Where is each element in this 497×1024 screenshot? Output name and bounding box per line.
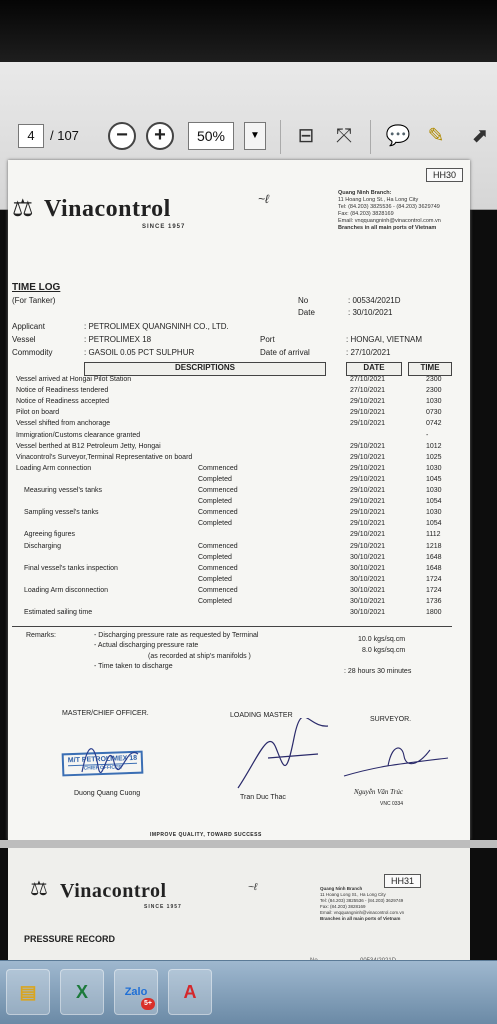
surveyor-title: SURVEYOR. xyxy=(370,716,412,723)
explorer-icon[interactable]: ▤ xyxy=(6,969,50,1015)
row-time: 1724 xyxy=(426,575,442,583)
row-time: 1736 xyxy=(426,598,442,605)
zoom-dropdown-button[interactable] xyxy=(244,122,266,150)
remarks-line-4: - Time taken to discharge xyxy=(94,663,173,670)
row-time: 1030 xyxy=(426,487,442,494)
loading-master-title: LOADING MASTER xyxy=(230,712,293,719)
taskbar xyxy=(0,960,497,1024)
row-time: 1054 xyxy=(426,498,442,506)
page-number-input[interactable]: 4 xyxy=(18,124,44,148)
row-description: Discharging xyxy=(24,542,61,550)
remarks-line-2: - Actual discharging pressure rate xyxy=(94,642,199,649)
zalo-icon[interactable] xyxy=(114,969,158,1015)
row-date: 27/10/2021 xyxy=(350,387,386,395)
remarks-value-2: 8.0 kgs/sq.cm xyxy=(362,647,406,654)
page-gap xyxy=(0,840,497,848)
vinacontrol-logo-icon: ⚖ xyxy=(30,878,48,900)
zalo-label: Zalo xyxy=(124,986,148,998)
date-label: Date xyxy=(298,308,315,317)
surveyor-code: VNC 0334 xyxy=(380,801,404,807)
row-date: 29/10/2021 xyxy=(350,464,386,472)
vinacontrol-logo-icon: ⚖ xyxy=(12,195,34,222)
row-description: Vessel berthed at B12 Petroleum Jetty, Hongai xyxy=(16,442,161,450)
row-date: 29/10/2021 xyxy=(350,409,386,417)
row-date: 30/10/2021 xyxy=(350,553,386,561)
row-time: 1054 xyxy=(426,520,442,528)
branch-info: Quang Ninh Branch: 11 Hoang Long St., Ha Long City Tel: (84.203) 3825536 - (84.203) 3629749 Fax: (84.203) 3828169 Email: vnqquangninh@vinacontrol.com.vn Branches in all main ports of Vietnam xyxy=(338,190,441,231)
document-page-1 xyxy=(8,160,470,840)
row-status: Completed xyxy=(198,498,232,506)
surveyor-name: Nguyễn Văn Trúc xyxy=(354,788,403,796)
zoom-in-button[interactable]: + xyxy=(146,122,174,150)
remarks-label: Remarks: xyxy=(26,632,56,639)
company-since-2: SINCE 1957 xyxy=(144,904,182,910)
doc-code-2: HH31 xyxy=(384,874,421,888)
row-date: 30/10/2021 xyxy=(350,564,386,572)
share-icon[interactable]: ⬈ xyxy=(471,125,489,147)
row-date: 29/10/2021 xyxy=(350,442,386,450)
row-status: Commenced xyxy=(198,542,238,550)
master-title: MASTER/CHIEF OFFICER. xyxy=(62,710,149,717)
row-date: 29/10/2021 xyxy=(350,531,386,539)
row-time: 2300 xyxy=(426,376,442,383)
row-status: Completed xyxy=(198,475,232,483)
zoom-out-button[interactable]: − xyxy=(108,122,136,150)
row-time: 1218 xyxy=(426,542,442,550)
footer-motto: IMPROVE QUALITY, TOWARD SUCCESS xyxy=(150,832,262,838)
excel-icon[interactable]: X xyxy=(60,969,104,1015)
row-time: 1025 xyxy=(426,453,442,461)
no-value: : 00534/2021D xyxy=(348,296,401,305)
row-time: 1648 xyxy=(426,564,442,572)
fit-width-icon[interactable]: ⊟ xyxy=(297,125,315,147)
row-time: 1030 xyxy=(426,464,442,472)
toolbar-divider xyxy=(370,120,371,154)
row-status: Commenced xyxy=(198,509,238,517)
row-status: Completed xyxy=(198,598,232,605)
row-description: Vinacontrol's Surveyor,Terminal Representative on board xyxy=(16,453,193,461)
pressure-record-title: PRESSURE RECORD xyxy=(24,934,116,944)
row-description: Immigration/Customs clearance granted xyxy=(16,431,141,439)
applicant-label: Applicant xyxy=(12,322,45,331)
row-description: Notice of Readiness tendered xyxy=(16,387,109,395)
arrival-value: : 27/10/2021 xyxy=(346,348,391,357)
row-time: 1648 xyxy=(426,553,442,561)
acrobat-icon[interactable]: A xyxy=(168,969,212,1015)
row-date: 30/10/2021 xyxy=(350,609,386,617)
row-time: 1030 xyxy=(426,509,442,517)
row-date: 29/10/2021 xyxy=(350,475,386,483)
row-status: Commenced xyxy=(198,464,238,472)
row-date: 29/10/2021 xyxy=(350,398,386,406)
row-time: 0730 xyxy=(426,409,442,417)
port-value: : HONGAI, VIETNAM xyxy=(346,335,423,344)
no-label: No xyxy=(298,296,309,305)
row-description: Sampling vessel's tanks xyxy=(24,509,99,517)
row-status: Completed xyxy=(198,575,232,583)
remarks-line-1: - Discharging pressure rate as requested by Terminal xyxy=(94,632,259,639)
remarks-line-3: (as recorded at ship's manifolds ) xyxy=(148,653,251,660)
company-logo-text-2: Vinacontrol xyxy=(60,880,167,902)
row-date: 29/10/2021 xyxy=(350,520,386,528)
zoom-level-field[interactable]: 50% xyxy=(188,122,234,150)
row-description: Vessel shifted from anchorage xyxy=(16,420,111,428)
row-date: 29/10/2021 xyxy=(350,420,386,428)
row-status: Completed xyxy=(198,553,232,561)
row-description: Agreeing figures xyxy=(24,531,75,539)
row-date: 29/10/2021 xyxy=(350,542,386,550)
row-description: Notice of Readiness accepted xyxy=(16,398,109,406)
row-time: 2300 xyxy=(426,387,442,395)
row-time: 1724 xyxy=(426,586,442,594)
row-time: - xyxy=(426,431,429,439)
row-date: 29/10/2021 xyxy=(350,498,386,506)
row-description: Final vessel's tanks inspection xyxy=(24,564,118,572)
comment-icon[interactable]: 💬 xyxy=(385,125,411,147)
row-description: Measuring vessel's tanks xyxy=(24,487,102,494)
remarks-value-1: 10.0 kgs/sq.cm xyxy=(358,636,406,643)
doc-code: HH30 xyxy=(426,168,463,182)
company-stamp: M/T PETROLIMEX 18 CHIEF OFFICER xyxy=(62,751,144,777)
arrival-label: Date of arrival xyxy=(260,348,310,357)
row-description: Loading Arm connection xyxy=(16,464,92,472)
vessel-value: : PETROLIMEX 18 xyxy=(84,335,152,344)
row-description: Loading Arm disconnection xyxy=(24,586,109,594)
page-title: TIME LOG xyxy=(12,282,61,293)
row-status: Commenced xyxy=(198,586,238,594)
row-status: Completed xyxy=(198,520,232,528)
handwritten-mark-2: ~ℓ xyxy=(248,882,258,893)
row-time: 0742 xyxy=(426,420,442,428)
row-description: Pilot on board xyxy=(16,409,60,417)
row-date: 30/10/2021 xyxy=(350,575,386,583)
row-time: 1112 xyxy=(426,531,441,539)
handwritten-mark: ~ℓ xyxy=(258,192,269,206)
fit-page-icon[interactable]: ⤧ xyxy=(336,125,352,147)
master-name: Duong Quang Cuong xyxy=(74,790,141,797)
notification-badge: 5+ xyxy=(141,998,155,1010)
row-time: 1012 xyxy=(426,442,442,450)
branch-info-2: Quang Ninh Branch 11 Hoang Long St., Ha Long City Tel: (84.203) 3825536 - (84.203) 3629749 Fax: (84.203) 3828169 Email: vnqquangninh@vinacontrol.com.vn Branches in all main ports of Vietnam xyxy=(320,886,405,921)
loading-master-signature xyxy=(228,718,338,798)
remarks-value-4: : 28 hours 30 minutes xyxy=(344,668,412,675)
highlight-text-icon[interactable]: ✎ xyxy=(427,125,445,147)
table-bottom-rule xyxy=(12,626,452,627)
applicant-value: : PETROLIMEX QUANGNINH CO., LTD. xyxy=(84,322,229,331)
row-description: Estimated sailing time xyxy=(24,609,93,617)
table-header-time: TIME xyxy=(408,362,452,376)
vessel-label: Vessel xyxy=(12,335,36,344)
row-date: 29/10/2021 xyxy=(350,453,386,461)
row-status: Commenced xyxy=(198,487,238,494)
table-header-date: DATE xyxy=(346,362,402,376)
commodity-value: : GASOIL 0.05 PCT SULPHUR xyxy=(84,348,195,357)
row-date: 29/10/2021 xyxy=(350,487,386,494)
company-logo-text: Vinacontrol xyxy=(44,196,171,222)
date-value: : 30/10/2021 xyxy=(348,308,393,317)
row-description: Vessel arrived at Hongai Pilot Station xyxy=(16,376,132,383)
chevron-down-icon: ▼ xyxy=(250,130,260,141)
company-since: SINCE 1957 xyxy=(142,224,186,230)
loading-master-name: Tran Duc Thac xyxy=(240,794,286,801)
toolbar-divider xyxy=(280,120,281,154)
port-label: Port xyxy=(260,335,275,344)
page-total: / 107 xyxy=(50,128,79,143)
row-time: 1030 xyxy=(426,398,442,406)
row-date: 30/10/2021 xyxy=(350,586,386,594)
master-signature xyxy=(78,732,148,782)
page-subtitle: (For Tanker) xyxy=(12,296,56,305)
table-header-descriptions: DESCRIPTIONS xyxy=(84,362,326,376)
surveyor-signature xyxy=(338,736,458,786)
monitor-bezel xyxy=(0,0,497,62)
row-status: Commenced xyxy=(198,564,238,572)
commodity-label: Commodity xyxy=(12,348,53,357)
row-time: 1045 xyxy=(426,475,442,483)
row-time: 1800 xyxy=(426,609,442,617)
row-date: 29/10/2021 xyxy=(350,509,386,517)
row-date: 27/10/2021 xyxy=(350,376,386,383)
row-date: 30/10/2021 xyxy=(350,598,386,605)
